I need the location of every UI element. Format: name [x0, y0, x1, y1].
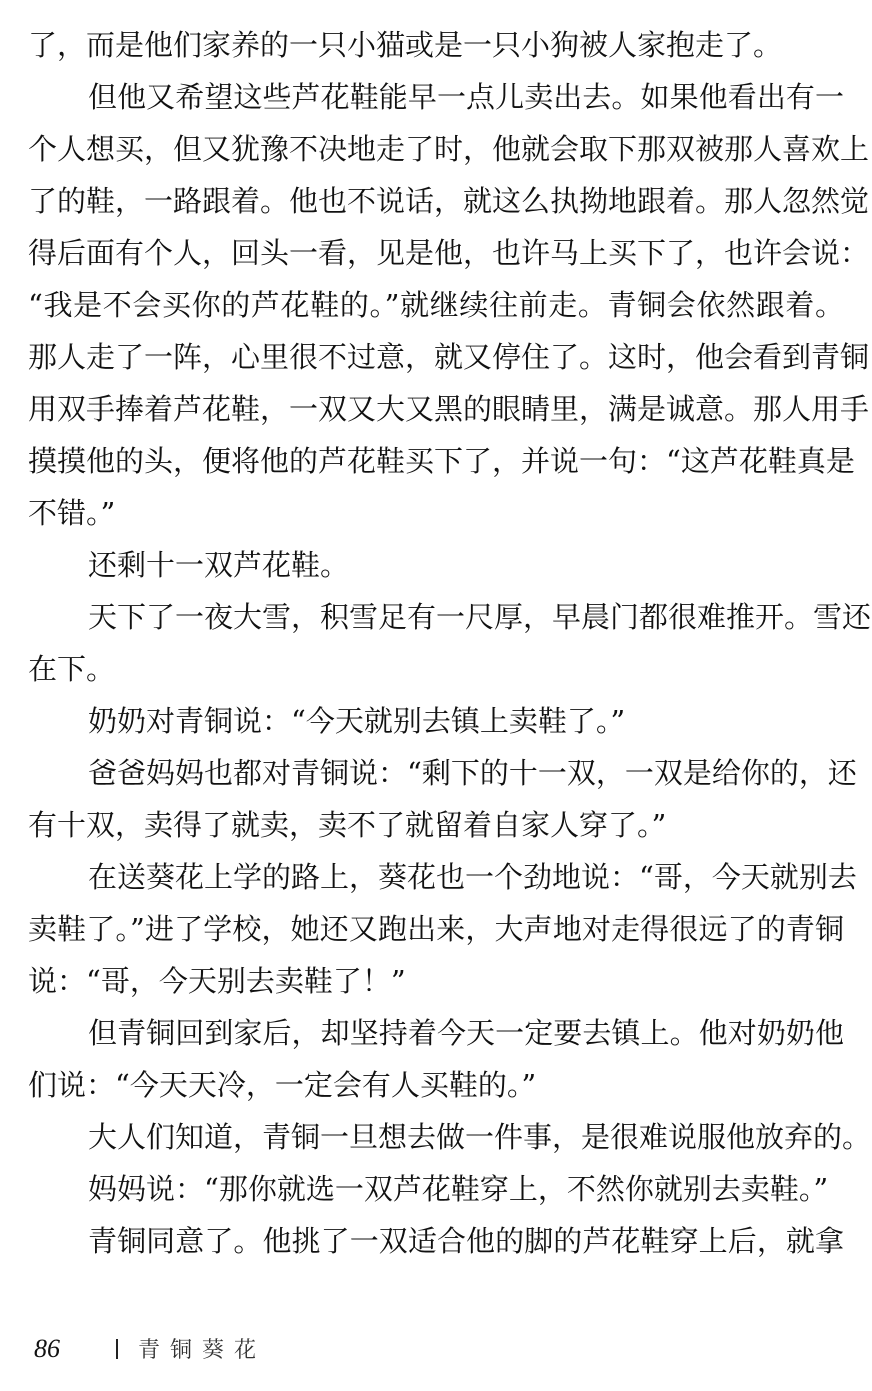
text-line: 但青铜回到家后，却坚持着今天一定要去镇上。他对奶奶他 [88, 1016, 844, 1050]
text-line: 得后面有个人，回头一看，见是他，也许马上买下了，也许会说： [28, 236, 870, 270]
text-line: 在下。 [28, 652, 116, 686]
text-line: 那人走了一阵，心里很不过意，就又停住了。这时，他会看到青铜 [28, 340, 870, 374]
footer-divider [116, 1339, 118, 1359]
text-line: “我是不会买你的芦花鞋的。”就继续往前走。青铜会依然跟着。 [28, 288, 844, 322]
text-line: 奶奶对青铜说：“今天就别去镇上卖鞋了。” [88, 704, 626, 738]
text-line: 卖鞋了。”进了学校，她还又跑出来，大声地对走得很远了的青铜 [28, 912, 844, 946]
text-line: 说：“哥，今天别去卖鞋了！” [28, 964, 406, 998]
body-text [28, 19, 872, 1267]
text-line: 了的鞋，一路跟着。他也不说话，就这么执拗地跟着。那人忽然觉 [28, 184, 870, 218]
book-title: 青铜葵花 [138, 1338, 267, 1363]
text-line: 在送葵花上学的路上，葵花也一个劲地说：“哥，今天就别去 [88, 860, 857, 894]
page-number: 86 [34, 1333, 60, 1363]
text-line: 还剩十一双芦花鞋。 [88, 548, 350, 582]
text-line: 用双手捧着芦花鞋，一双又大又黑的眼睛里，满是诚意。那人用手 [28, 392, 870, 426]
text-line: 妈妈说：“那你就选一双芦花鞋穿上，不然你就别去卖鞋。” [88, 1172, 829, 1206]
text-line: 个人想买，但又犹豫不决地走了时，他就会取下那双被那人喜欢上 [28, 132, 870, 166]
page-footer [34, 1333, 266, 1364]
text-line: 但他又希望这些芦花鞋能早一点儿卖出去。如果他看出有一 [88, 80, 844, 114]
text-line: 们说：“今天天冷，一定会有人买鞋的。” [28, 1068, 537, 1102]
text-line: 不错。” [28, 496, 116, 530]
text-line: 青铜同意了。他挑了一双适合他的脚的芦花鞋穿上后，就拿 [88, 1224, 844, 1258]
text-line: 了，而是他们家养的一只小猫或是一只小狗被人家抱走了。 [28, 28, 783, 62]
text-line: 有十双，卖得了就卖，卖不了就留着自家人穿了。” [28, 808, 667, 842]
text-line: 天下了一夜大雪，积雪足有一尺厚，早晨门都很难推开。雪还 [88, 600, 872, 634]
text-line: 摸摸他的头，便将他的芦花鞋买下了，并说一句：“这芦花鞋真是 [28, 444, 855, 478]
text-line: 爸爸妈妈也都对青铜说：“剩下的十一双，一双是给你的，还 [88, 756, 857, 790]
text-line: 大人们知道，青铜一旦想去做一件事，是很难说服他放弃的。 [88, 1120, 872, 1154]
